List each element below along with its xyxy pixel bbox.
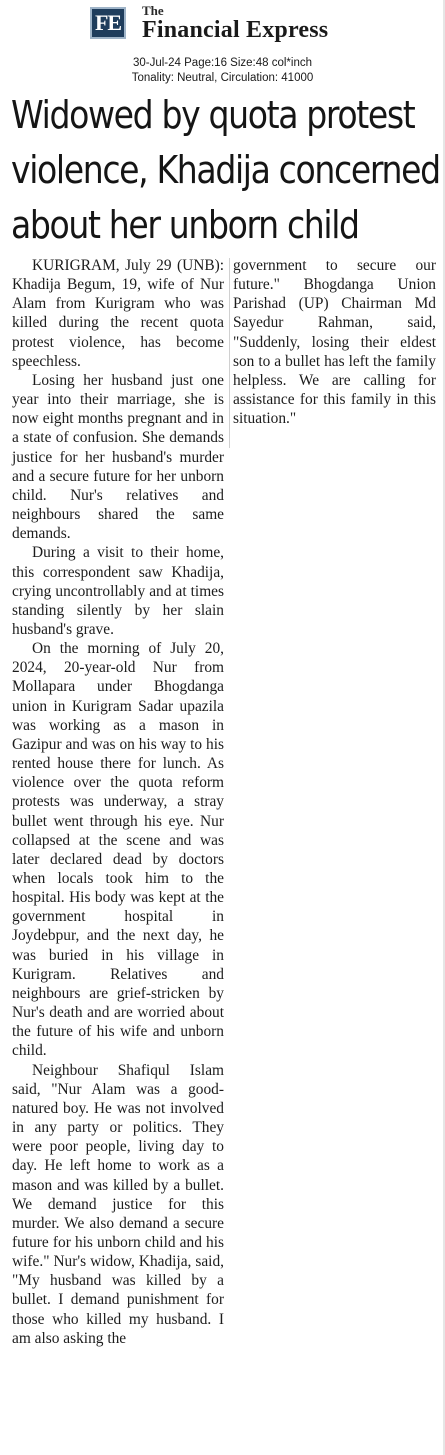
article-column-right	[233, 256, 436, 428]
column-divider	[229, 258, 230, 448]
article-column-left	[12, 256, 224, 1348]
tonality-circulation-line: Tonality: Neutral, Circulation: 41000	[131, 72, 314, 84]
headline-line: violence, Khadija concerned	[11, 148, 440, 193]
article-paragraph: KURIGRAM, July 29 (UNB): Khadija Begum, 19, wife of Nur Alam from Kurigram who was killed during the recent quota protest violence, has become speechless.	[12, 257, 224, 370]
article-paragraph: Losing her husband just one year into their marriage, she is now eight months pregnant and in a state of confusion. She demands justice for her husband's murder and a secure future for her unborn child. Nur's relatives and neighbours shared the same demands.	[12, 371, 224, 543]
headline-line: Widowed by quota protest	[11, 93, 415, 138]
publication-article-the: The	[142, 3, 164, 18]
article-headline	[11, 88, 440, 253]
article-paragraph: government to secure our future." Bhogdanga Union Parishad (UP) Chairman Md Sayedur Rahman, said, "Suddenly, losing their eldest son to a bullet has left the family helpless. We are calling for assistance for this family in this situation."	[233, 257, 436, 428]
publication-name: Financial Express	[142, 17, 329, 43]
headline-line: about her unborn child	[11, 203, 359, 248]
masthead	[0, 0, 445, 90]
article-paragraph: During a visit to their home, this correspondent saw Khadija, crying uncontrollably and at times standing silently by her slain husband's grave.	[12, 544, 224, 638]
article-paragraph: Neighbour Shafiqul Islam said, "Nur Alam was a good-natured boy. He was not involved in any party or politics. They were poor people, living day to day. He left home to work as a mason and was killed by a bullet. We demand justice for this murder. We also demand a secure future for his unborn child and his wife." Nur's widow, Khadija, said, "My husband was killed by a bullet. I demand punishment for those who killed my husband. I am also asking the	[12, 1061, 224, 1347]
publication-logo: FE	[90, 7, 126, 39]
article-paragraph: On the morning of July 20, 2024, 20-year-old Nur from Mollapara under Bhogdanga union in Kurigram Sadar upazila was working as a mason in Gazipur and was on his way to his rented house there for lunch. As violence over the quota reform protests was underway, a stray bullet went through his eye. Nur collapsed at the scene and was later declared dead by doctors when locals took him to the hospital. His body was kept at the government hospital in Joydebpur, and the next day, he was buried in his village in Kurigram. Relatives and neighbours are grief-stricken by Nur's death and are worried about the future of his wife and unborn child.	[12, 640, 224, 1060]
clipping-info-line: 30-Jul-24 Page:16 Size:48 col*inch	[132, 57, 312, 69]
